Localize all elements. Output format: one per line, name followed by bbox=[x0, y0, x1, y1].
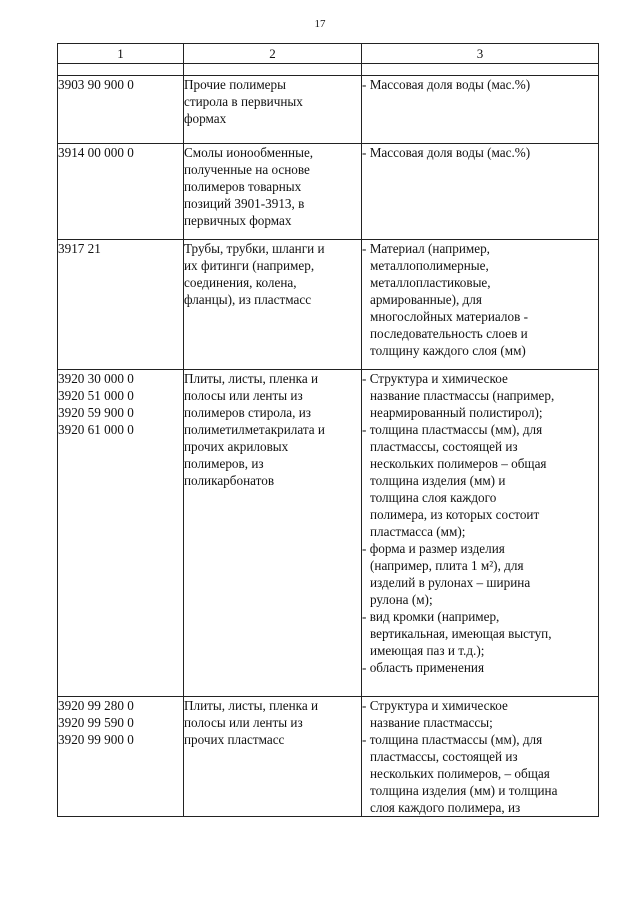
goods-description-line: первичных формах bbox=[184, 213, 292, 228]
tn-ved-code: 3920 51 000 0 bbox=[58, 388, 134, 403]
goods-description-line: прочих акриловых bbox=[184, 439, 289, 454]
tn-ved-code: 3920 99 590 0 bbox=[58, 715, 134, 730]
characteristic-item bbox=[362, 144, 598, 161]
characteristic-line: изделий в рулонах – ширина bbox=[370, 575, 531, 590]
goods-description-cell bbox=[184, 144, 362, 240]
characteristic-line: - Материал (например, bbox=[362, 241, 490, 256]
goods-description-line: полиметилметакрилата и bbox=[184, 422, 325, 437]
tn-ved-code-cell bbox=[58, 370, 184, 697]
characteristic-item bbox=[362, 697, 598, 731]
table-header-row bbox=[58, 44, 599, 64]
tn-ved-code: 3920 30 000 0 bbox=[58, 371, 134, 386]
goods-description-line: полосы или ленты из bbox=[184, 715, 303, 730]
characteristic-item bbox=[362, 240, 598, 359]
characteristic-line: (например, плита 1 м²), для bbox=[370, 558, 524, 573]
characteristic-line: - Структура и химическое bbox=[362, 371, 508, 386]
characteristic-line: пластмассы, состоящей из bbox=[370, 439, 518, 454]
page-number: 17 bbox=[314, 18, 326, 30]
characteristics-cell bbox=[362, 697, 599, 817]
characteristic-line: металлополимерные, bbox=[370, 258, 489, 273]
table-row bbox=[58, 76, 599, 144]
goods-description-line: Плиты, листы, пленка и bbox=[184, 698, 319, 713]
table-row bbox=[58, 144, 599, 240]
characteristic-line: металлопластиковые, bbox=[370, 275, 491, 290]
column-header-2: 2 bbox=[184, 44, 362, 64]
characteristic-line: - форма и размер изделия bbox=[362, 541, 505, 556]
characteristic-item bbox=[362, 540, 598, 608]
goods-description-line: Трубы, трубки, шланги и bbox=[184, 241, 325, 256]
table-body bbox=[58, 76, 599, 817]
characteristic-line: название пластмассы (например, bbox=[370, 388, 555, 403]
tn-ved-code: 3920 59 900 0 bbox=[58, 405, 134, 420]
characteristics-cell bbox=[362, 240, 599, 370]
tn-ved-code: 3920 99 280 0 bbox=[58, 698, 134, 713]
characteristic-item bbox=[362, 370, 598, 421]
goods-description-cell bbox=[184, 697, 362, 817]
goods-description-line: полученные на основе bbox=[184, 162, 310, 177]
characteristic-line: пластмассы, состоящей из bbox=[370, 749, 518, 764]
goods-description-line: Смолы ионообменные, bbox=[184, 145, 314, 160]
goods-description-line: полимеров, из bbox=[184, 456, 264, 471]
characteristic-line: последовательность слоев и bbox=[370, 326, 528, 341]
goods-description-line: прочих пластмасс bbox=[184, 732, 285, 747]
spacer-cell bbox=[58, 64, 184, 76]
column-header-1: 1 bbox=[58, 44, 184, 64]
characteristic-line: - область применения bbox=[362, 660, 485, 675]
characteristic-line: вертикальная, имеющая выступ, bbox=[370, 626, 552, 641]
characteristic-line: полимера, из которых состоит bbox=[370, 507, 540, 522]
characteristic-line: многослойных материалов - bbox=[370, 309, 528, 324]
characteristic-item bbox=[362, 421, 598, 540]
tn-ved-code: 3920 61 000 0 bbox=[58, 422, 134, 437]
goods-description-line: формах bbox=[184, 111, 227, 126]
table-row bbox=[58, 370, 599, 697]
goods-description-line: Прочие полимеры bbox=[184, 77, 286, 92]
characteristic-line: толщина слоя каждого bbox=[370, 490, 497, 505]
goods-description-line: полимеров стирола, из bbox=[184, 405, 312, 420]
characteristic-line: - толщина пластмассы (мм), для bbox=[362, 732, 543, 747]
tn-ved-code-cell bbox=[58, 240, 184, 370]
characteristic-line: - Массовая доля воды (мас.%) bbox=[362, 145, 531, 160]
tn-ved-code-cell bbox=[58, 697, 184, 817]
tn-ved-code: 3917 21 bbox=[58, 241, 101, 256]
tn-ved-code-cell bbox=[58, 144, 184, 240]
goods-description-cell bbox=[184, 76, 362, 144]
goods-description-cell bbox=[184, 240, 362, 370]
characteristic-item bbox=[362, 731, 598, 816]
goods-description-line: их фитинги (например, bbox=[184, 258, 315, 273]
goods-description-line: полимеров товарных bbox=[184, 179, 302, 194]
table-row bbox=[58, 697, 599, 817]
characteristic-line: имеющая паз и т.д.); bbox=[370, 643, 485, 658]
characteristic-line: - толщина пластмассы (мм), для bbox=[362, 422, 543, 437]
characteristic-line: толщина изделия (мм) и bbox=[370, 473, 506, 488]
characteristic-line: рулона (м); bbox=[370, 592, 433, 607]
characteristic-item bbox=[362, 659, 598, 676]
goods-characteristics-table bbox=[57, 43, 599, 817]
characteristic-line: - вид кромки (например, bbox=[362, 609, 500, 624]
characteristic-line: пластмасса (мм); bbox=[370, 524, 466, 539]
characteristics-cell bbox=[362, 370, 599, 697]
characteristic-line: неармированный полистирол); bbox=[370, 405, 543, 420]
goods-description-cell bbox=[184, 370, 362, 697]
characteristic-line: - Массовая доля воды (мас.%) bbox=[362, 77, 531, 92]
goods-description-line: позиций 3901-3913, в bbox=[184, 196, 305, 211]
characteristics-cell bbox=[362, 144, 599, 240]
characteristic-line: нескольких полимеров – общая bbox=[370, 456, 547, 471]
tn-ved-code: 3903 90 900 0 bbox=[58, 77, 134, 92]
characteristics-cell bbox=[362, 76, 599, 144]
table-row bbox=[58, 240, 599, 370]
spacer-cell bbox=[362, 64, 599, 76]
column-header-3: 3 bbox=[362, 44, 599, 64]
characteristic-line: нескольких полимеров, – общая bbox=[370, 766, 550, 781]
goods-description-line: стирола в первичных bbox=[184, 94, 303, 109]
characteristic-item bbox=[362, 76, 598, 93]
goods-description-line: соединения, колена, bbox=[184, 275, 297, 290]
goods-description-line: фланцы), из пластмасс bbox=[184, 292, 312, 307]
characteristic-line: толщина изделия (мм) и толщина bbox=[370, 783, 558, 798]
characteristic-line: слоя каждого полимера, из bbox=[370, 800, 521, 815]
characteristic-line: армированные), для bbox=[370, 292, 482, 307]
goods-description-line: Плиты, листы, пленка и bbox=[184, 371, 319, 386]
table-spacer-row bbox=[58, 64, 599, 76]
tn-ved-code-cell bbox=[58, 76, 184, 144]
characteristic-line: толщину каждого слоя (мм) bbox=[370, 343, 526, 358]
goods-description-line: полосы или ленты из bbox=[184, 388, 303, 403]
tn-ved-code: 3914 00 000 0 bbox=[58, 145, 134, 160]
tn-ved-code: 3920 99 900 0 bbox=[58, 732, 134, 747]
characteristic-line: название пластмассы; bbox=[370, 715, 493, 730]
characteristic-item bbox=[362, 608, 598, 659]
spacer-cell bbox=[184, 64, 362, 76]
goods-description-line: поликарбонатов bbox=[184, 473, 275, 488]
characteristic-line: - Структура и химическое bbox=[362, 698, 508, 713]
